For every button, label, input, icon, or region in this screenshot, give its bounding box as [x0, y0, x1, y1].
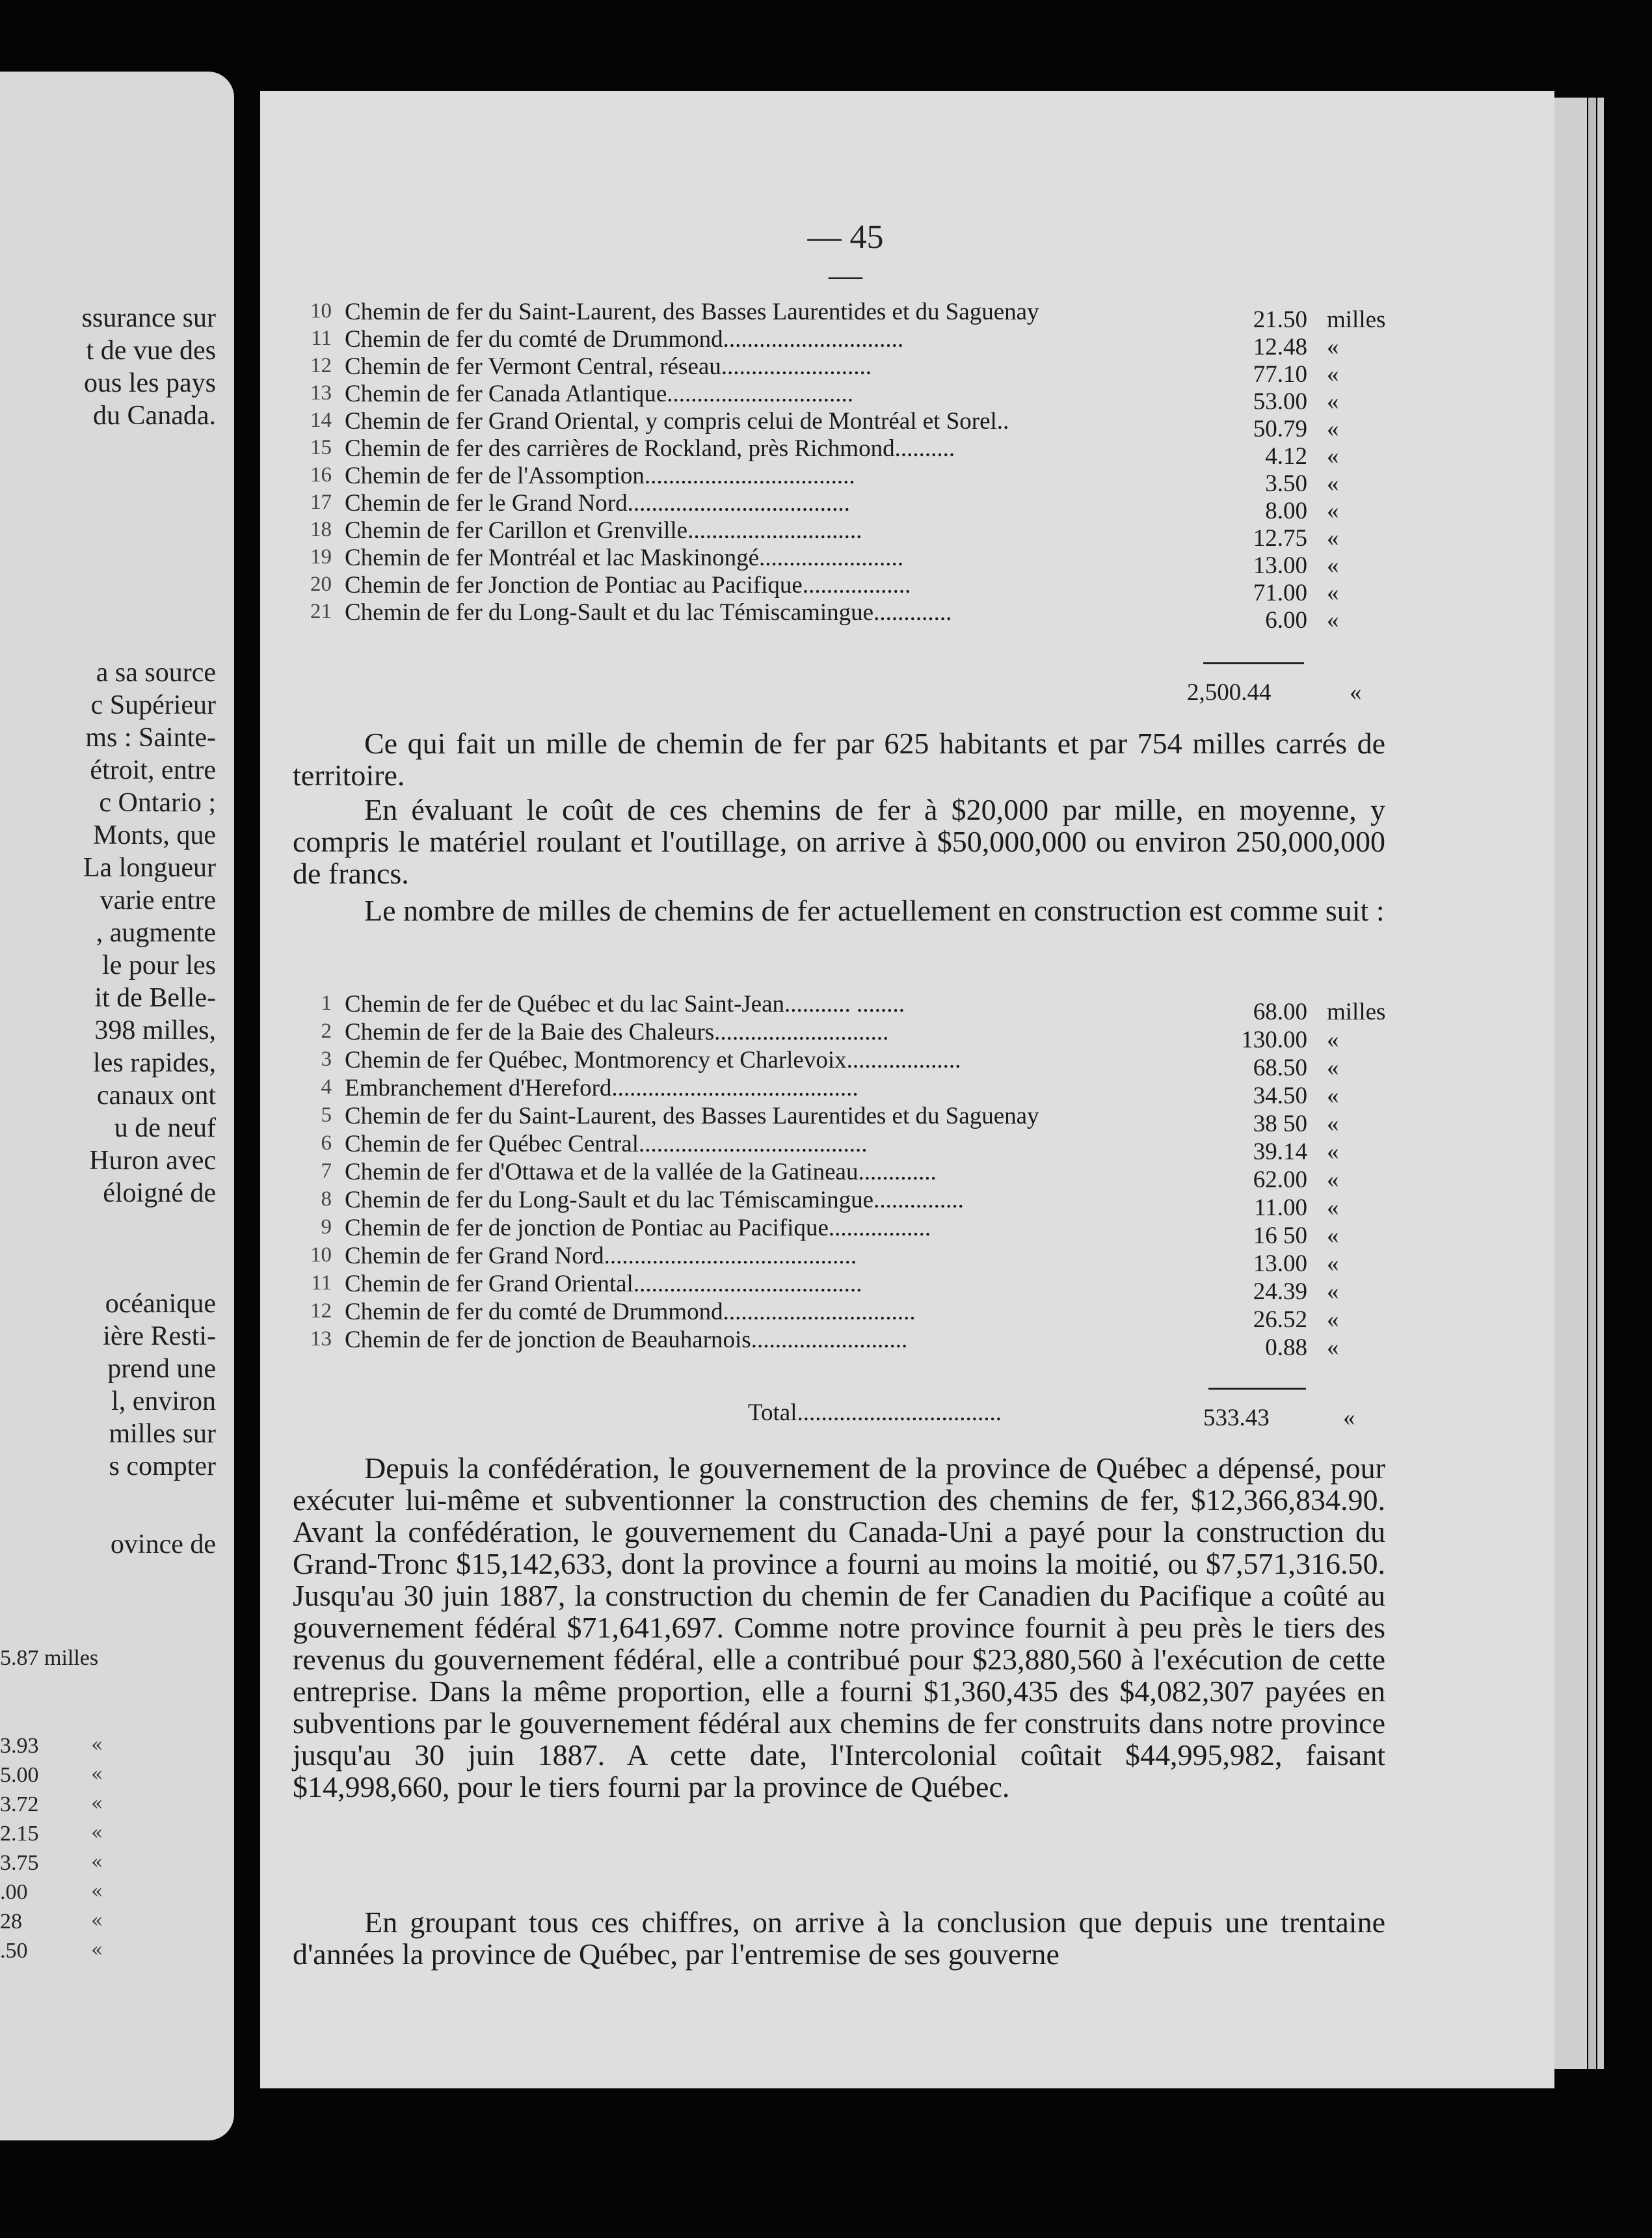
row-value: 12.75: [1253, 525, 1307, 552]
row-label: Chemin de fer Québec Central......................................: [345, 1131, 868, 1157]
left-page-value: 3.75: [0, 1851, 39, 1875]
table-row: [306, 1046, 1424, 1081]
left-page-line: ms : Sainte-: [85, 723, 216, 753]
table-row: [306, 1326, 1424, 1361]
row-label: Chemin de fer du comté de Drummond..............................: [345, 326, 904, 353]
left-page-line: a sa source: [96, 658, 216, 688]
left-page-line: ière Resti-: [103, 1321, 216, 1351]
left-page-ditto: «: [91, 1734, 103, 1757]
row-value: 13.00: [1253, 552, 1307, 579]
row-value: 53.00: [1253, 388, 1307, 415]
row-number: 15: [310, 436, 332, 459]
left-page-line: Huron avec: [89, 1146, 216, 1176]
row-label: Chemin de fer Canada Atlantique...............................: [345, 381, 853, 407]
table-row: [306, 1186, 1424, 1221]
row-value: 21.50: [1253, 306, 1307, 333]
row-label: Chemin de fer de jonction de Pontiac au Pacifique.................: [345, 1215, 931, 1241]
row-unit: «: [1327, 1111, 1339, 1137]
row-number: 13: [310, 381, 332, 405]
left-page-line: milles sur: [109, 1419, 216, 1449]
row-unit: milles: [1327, 999, 1386, 1025]
table-row: [306, 380, 1424, 415]
row-label: Chemin de fer de la Baie des Chaleurs.............................: [345, 1019, 889, 1045]
row-value: 50.79: [1253, 416, 1307, 442]
row-number: 1: [321, 991, 332, 1015]
row-label: Chemin de fer du Long-Sault et du lac Témiscamingue.............: [345, 599, 952, 626]
row-unit: «: [1327, 1194, 1339, 1221]
row-unit: «: [1327, 334, 1339, 360]
row-value: 130.00: [1241, 1027, 1307, 1053]
table-row: [306, 1130, 1424, 1165]
table-row: [306, 407, 1424, 442]
row-label: Chemin de fer de Québec et du lac Saint-Jean........... ........: [345, 991, 905, 1018]
left-page-ditto: «: [91, 1909, 103, 1932]
table-row: [306, 1298, 1424, 1333]
table-row: [306, 1102, 1424, 1137]
row-value: 68.50: [1253, 1055, 1307, 1081]
left-page-line: Monts, que: [93, 820, 216, 850]
left-page-line: La longueur: [83, 853, 216, 883]
row-value: 11.00: [1254, 1194, 1307, 1221]
paragraph-conclusion: En groupant tous ces chiffres, on arrive à la conclusion que depuis une trentaine d'années la province de Québec, par l'entremise de ses gouverne: [293, 1906, 1385, 1971]
row-label: Chemin de fer de l'Assomption...................................: [345, 463, 855, 489]
left-page-line: les rapides,: [93, 1048, 216, 1078]
row-unit: «: [1327, 1055, 1339, 1081]
left-page-value: .50: [0, 1939, 28, 1963]
row-unit: «: [1327, 1139, 1339, 1165]
row-number: 21: [310, 600, 332, 623]
row-value: 4.12: [1265, 443, 1307, 470]
row-unit: «: [1327, 1222, 1339, 1249]
row-value: 38 50: [1253, 1111, 1307, 1137]
row-unit: «: [1327, 1027, 1339, 1053]
row-unit: «: [1327, 552, 1339, 579]
row-label: Chemin de fer Vermont Central, réseau.........................: [345, 353, 872, 380]
book-page-edges: [1551, 98, 1587, 2069]
row-value: 3.50: [1265, 470, 1307, 497]
row-value: 6.00: [1265, 607, 1307, 634]
row-number: 12: [310, 1299, 332, 1323]
row-number: 7: [321, 1159, 332, 1183]
row-number: 13: [310, 1327, 332, 1351]
row-label: Chemin de fer Carillon et Grenville.............................: [345, 517, 862, 544]
row-value: 68.00: [1253, 999, 1307, 1025]
row-value: 34.50: [1253, 1083, 1307, 1109]
row-label: Chemin de fer Grand Nord..........................................: [345, 1243, 857, 1269]
row-label: Chemin de fer Québec, Montmorency et Charlevoix...................: [345, 1047, 961, 1073]
row-number: 16: [310, 463, 332, 487]
left-page-line: ovince de: [110, 1530, 216, 1559]
row-value: 77.10: [1253, 361, 1307, 388]
left-page-line: ssurance sur: [81, 303, 216, 333]
row-unit: «: [1327, 498, 1339, 524]
row-value: 26.52: [1253, 1306, 1307, 1333]
row-unit: «: [1327, 1306, 1339, 1333]
row-label: Chemin de fer des carrières de Rockland, près Richmond..........: [345, 435, 955, 462]
row-unit: «: [1327, 1334, 1339, 1361]
table2-total-label: Total..................................: [748, 1399, 1002, 1426]
row-number: 10: [310, 1243, 332, 1267]
left-page-line: l, environ: [111, 1386, 216, 1416]
row-label: Chemin de fer du Saint-Laurent, des Basses Laurentides et du Saguenay: [345, 1103, 1039, 1129]
row-value: 16 50: [1253, 1222, 1307, 1249]
row-unit: «: [1327, 607, 1339, 634]
row-number: 11: [311, 1271, 332, 1295]
row-number: 19: [310, 545, 332, 569]
table-row: [306, 517, 1424, 552]
row-unit: «: [1327, 470, 1339, 497]
left-page-line: c Ontario ;: [99, 788, 216, 818]
row-number: 2: [321, 1019, 332, 1043]
row-unit: «: [1327, 416, 1339, 442]
row-value: 71.00: [1253, 580, 1307, 606]
left-page-line: du Canada.: [93, 401, 216, 431]
table2-total-unit: «: [1343, 1405, 1355, 1431]
paragraph-cost: En évaluant le coût de ces chemins de fer à $20,000 par mille, en moyenne, y compris le matériel roulant et l'outillage, on arrive à $50,000,000 ou environ 250,000,000 de francs.: [293, 793, 1385, 890]
row-label: Chemin de fer du Long-Sault et du lac Témiscamingue...............: [345, 1187, 964, 1213]
left-page-value: 3.93: [0, 1734, 39, 1758]
row-number: 18: [310, 518, 332, 541]
left-page-ditto: «: [91, 1851, 103, 1874]
row-label: Chemin de fer du Saint-Laurent, des Basses Laurentides et du Saguenay: [345, 299, 1039, 325]
paragraph-ratio: Ce qui fait un mille de chemin de fer par 625 habitants et par 754 milles carrés de territoire.: [293, 727, 1385, 792]
row-number: 14: [310, 409, 332, 432]
left-page-line: étroit, entre: [90, 755, 216, 785]
left-page-ditto: «: [91, 1880, 103, 1903]
table-row: [306, 298, 1424, 333]
row-unit: «: [1327, 443, 1339, 470]
left-page-line: le pour les: [102, 950, 216, 980]
left-page-line: varie entre: [100, 885, 216, 915]
row-value: 12.48: [1253, 334, 1307, 360]
left-page-ditto: «: [91, 1792, 103, 1815]
left-page-line: prend une: [107, 1354, 216, 1384]
table-row: [306, 353, 1424, 388]
left-page-line: t de vue des: [86, 336, 216, 366]
row-label: Embranchement d'Hereford.........................................: [345, 1075, 859, 1101]
table-row: [306, 325, 1424, 360]
table-row: [306, 462, 1424, 497]
row-value: 62.00: [1253, 1166, 1307, 1193]
table-row: [306, 1214, 1424, 1249]
left-page-ditto: «: [91, 1822, 103, 1844]
row-unit: «: [1327, 1166, 1339, 1193]
row-label: Chemin de fer du comté de Drummond................................: [345, 1299, 916, 1325]
row-number: 5: [321, 1103, 332, 1127]
total-rule: [1208, 1388, 1306, 1390]
row-number: 10: [310, 299, 332, 323]
left-page-line: 398 milles,: [94, 1016, 216, 1045]
left-page-value: 5.87 milles: [0, 1646, 99, 1670]
left-page-ditto: «: [91, 1763, 103, 1786]
table-row: [306, 1074, 1424, 1109]
row-number: 12: [310, 354, 332, 377]
row-unit: «: [1327, 1083, 1339, 1109]
paragraph-construction: Le nombre de milles de chemins de fer actuellement en construction est comme suit :: [364, 894, 1385, 927]
book-page-edges: [1597, 98, 1604, 2069]
left-page-value: 5.00: [0, 1763, 39, 1787]
table-row: [306, 544, 1424, 579]
table2-total-value: 533.43: [1203, 1405, 1270, 1431]
left-page-line: éloigné de: [103, 1178, 216, 1208]
row-number: 17: [310, 491, 332, 514]
row-number: 8: [321, 1187, 332, 1211]
row-label: Chemin de fer Jonction de Pontiac au Pacifique..................: [345, 572, 911, 599]
row-number: 4: [321, 1075, 332, 1099]
row-label: Chemin de fer de jonction de Beauharnois..........................: [345, 1327, 908, 1353]
left-page-line: canaux ont: [96, 1081, 216, 1111]
row-value: 0.88: [1265, 1334, 1307, 1361]
row-number: 11: [311, 327, 332, 350]
row-number: 20: [310, 573, 332, 596]
row-value: 24.39: [1253, 1278, 1307, 1305]
table-row: [306, 435, 1424, 470]
row-number: 9: [321, 1215, 332, 1239]
row-label: Chemin de fer Grand Oriental, y compris celui de Montréal et Sorel..: [345, 408, 1009, 435]
table-row: [306, 1242, 1424, 1277]
row-unit: «: [1327, 580, 1339, 606]
row-label: Chemin de fer le Grand Nord.....................................: [345, 490, 850, 517]
table1-total-value: 2,500.44: [1187, 679, 1272, 706]
left-facing-page: [0, 72, 234, 2140]
left-page-line: s compter: [109, 1451, 216, 1481]
total-rule: [1203, 662, 1304, 664]
row-label: Chemin de fer Grand Oriental......................................: [345, 1271, 862, 1297]
table-row: [306, 489, 1424, 524]
row-unit: «: [1327, 1278, 1339, 1305]
table-row: [306, 990, 1424, 1025]
row-unit: «: [1327, 361, 1339, 388]
row-unit: milles: [1327, 306, 1386, 333]
left-page-line: u de neuf: [114, 1113, 216, 1143]
book-page-edges: [1588, 98, 1596, 2069]
row-value: 8.00: [1265, 498, 1307, 524]
row-label: Chemin de fer Montréal et lac Maskinongé........................: [345, 545, 904, 571]
row-unit: «: [1327, 388, 1339, 415]
left-page-value: 28: [0, 1909, 22, 1934]
left-page-line: océanique: [105, 1289, 216, 1319]
left-page-line: it de Belle-: [94, 983, 216, 1013]
table1-total-unit: «: [1350, 679, 1362, 706]
table-row: [306, 1270, 1424, 1305]
left-page-value: .00: [0, 1880, 28, 1904]
page-number: — 45 —: [807, 219, 884, 294]
left-page-line: ous les pays: [84, 368, 216, 398]
left-page-value: 3.72: [0, 1792, 39, 1816]
row-number: 6: [321, 1131, 332, 1155]
table-row: [306, 599, 1424, 634]
row-value: 13.00: [1253, 1250, 1307, 1277]
paragraph-expenditures: Depuis la confédération, le gouvernement de la province de Québec a dépensé, pour exécuter lui-même et subventionner la construction des chemins de fer, $12,366,834.90. Avant la confédération, le gouvernement du Canada-Uni a payé pour la construction du Grand-Tronc $15,142,633, dont la province a fourni au moins la moitié, ou $7,571,316.50. Jusqu'au 30 juin 1887, la construction du chemin de fer Canadien du Pacifique a coûté au gouvernement fédéral $71,641,697. Comme notre province fournit à peu près le tiers des revenus du gouvernement fédéral, elle a contribué pour $23,880,560 à l'exécution de cette entreprise. Dans la même proportion, elle a fourni $1,360,435 des $4,082,307 payées en subventions par le gouvernement fédéral aux chemins de fer construits dans notre province jusqu'au 30 juin 1887. A cette date, l'Intercolonial coûtait $44,995,982, faisant $14,998,660, pour le tiers fourni par la province de Québec.: [293, 1451, 1385, 1803]
row-number: 3: [321, 1047, 332, 1071]
table-row: [306, 571, 1424, 606]
left-page-ditto: «: [91, 1939, 103, 1962]
table-row: [306, 1018, 1424, 1053]
row-label: Chemin de fer d'Ottawa et de la vallée de la Gatineau.............: [345, 1159, 937, 1185]
left-page-line: , augmente: [96, 918, 216, 948]
row-unit: «: [1327, 1250, 1339, 1277]
left-page-line: c Supérieur: [90, 690, 216, 720]
row-unit: «: [1327, 525, 1339, 552]
table-row: [306, 1158, 1424, 1193]
row-value: 39.14: [1253, 1139, 1307, 1165]
left-page-value: 2.15: [0, 1822, 39, 1846]
